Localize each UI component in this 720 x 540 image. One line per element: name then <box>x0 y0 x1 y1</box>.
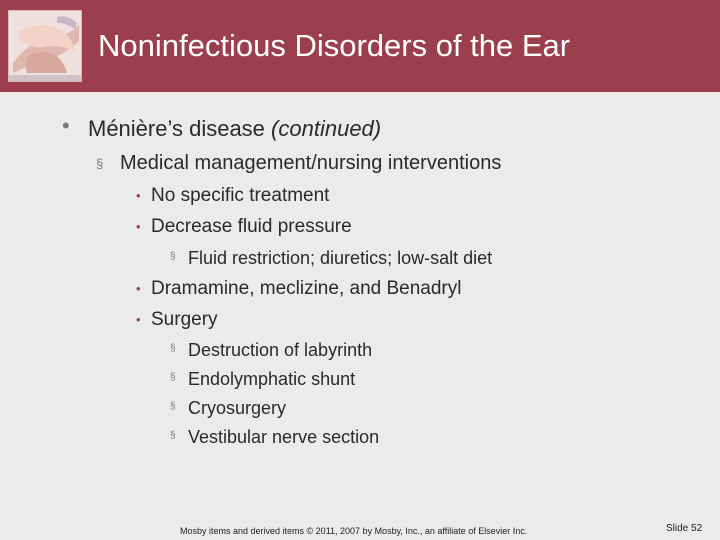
item3-bullet: • <box>136 281 141 296</box>
surgery-item: Endolymphatic shunt <box>188 369 356 389</box>
level1-bullet: • <box>62 113 70 138</box>
item3-text: Dramamine, meclizine, and Benadryl <box>151 278 462 299</box>
item1-bullet: • <box>136 188 141 203</box>
surgery-bullet: § <box>170 343 176 354</box>
surgery-bullet: § <box>170 372 176 383</box>
item2-sub-text: Fluid restriction; diuretics; low-salt diet <box>188 248 493 268</box>
surgery-item: Cryosurgery <box>188 398 287 418</box>
hands-photo-icon <box>8 10 82 82</box>
item4-text: Surgery <box>151 309 218 330</box>
slide-header <box>0 0 720 92</box>
item1-text: No specific treatment <box>151 185 330 206</box>
continued-label: (continued) <box>271 116 382 141</box>
slide-number: Slide 52 <box>666 523 703 534</box>
item2-bullet: • <box>136 219 141 234</box>
topic-label: Ménière’s disease <box>88 116 265 141</box>
level2-text: Medical management/nursing interventions <box>120 152 502 174</box>
item4-bullet: • <box>136 312 141 327</box>
surgery-item: Vestibular nerve section <box>188 427 380 447</box>
item2-text: Decrease fluid pressure <box>151 216 352 237</box>
hands-illustration <box>9 11 81 81</box>
level2-bullet: § <box>96 156 104 171</box>
surgery-bullet: § <box>170 401 176 412</box>
item2-sub-bullet: § <box>170 251 176 262</box>
slide-title: Noninfectious Disorders of the Ear <box>98 28 571 63</box>
copyright-footer: Mosby items and derived items © 2011, 2007 by Mosby, Inc., an affiliate of Elsevier Inc. <box>180 526 528 536</box>
surgery-item: Destruction of labyrinth <box>188 340 373 360</box>
level1-text <box>88 116 381 142</box>
surgery-bullet: § <box>170 430 176 441</box>
